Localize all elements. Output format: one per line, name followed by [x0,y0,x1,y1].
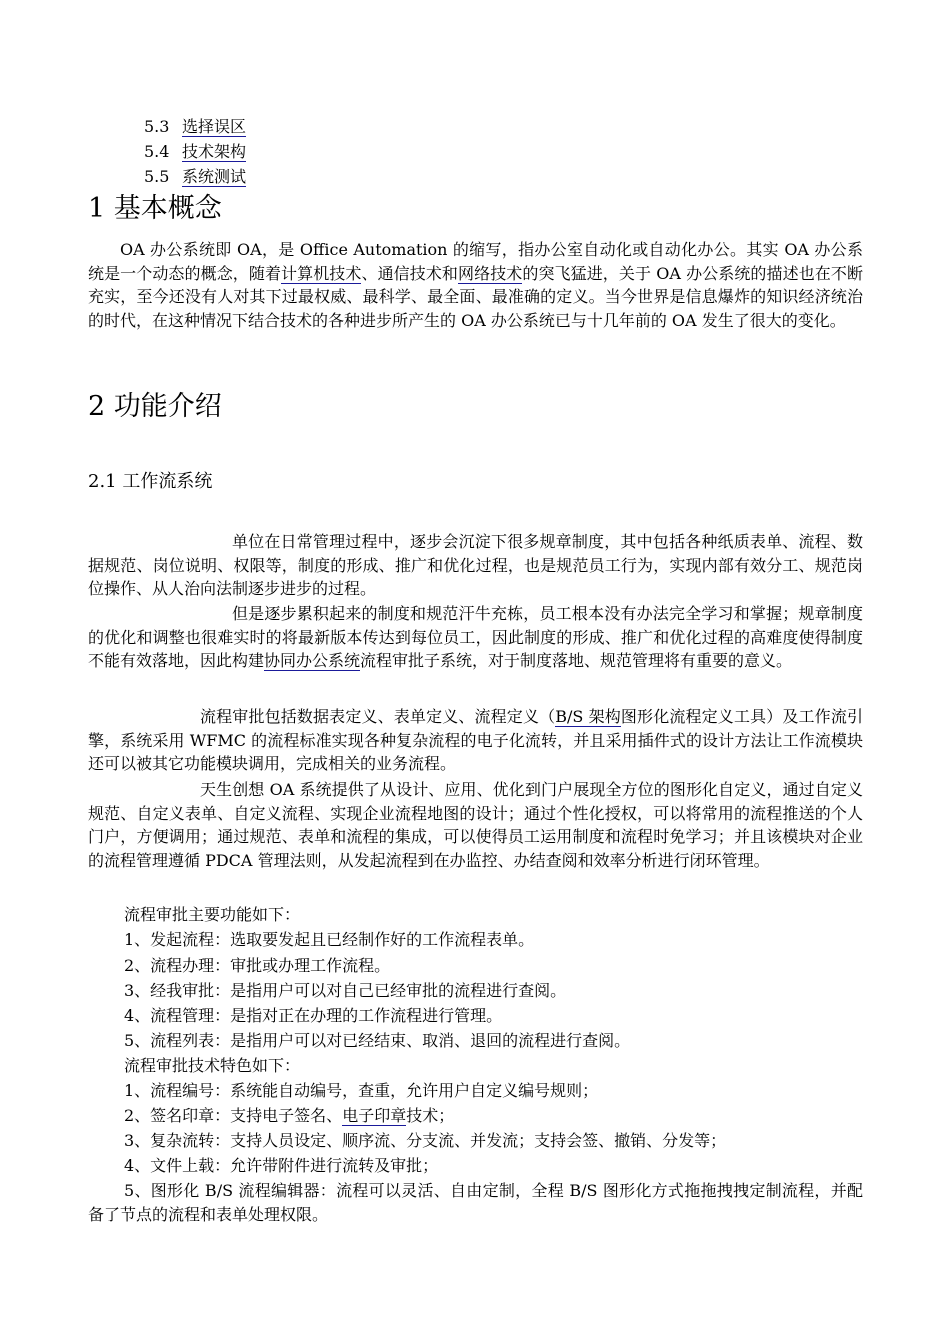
toc-link[interactable]: 选择误区 [182,117,247,136]
table-of-contents [144,114,246,189]
paragraph: 天生创想 OA 系统提供了从设计、应用、优化到门户展现全方位的图形化自定义，通过自定义规范、自定义表单、自定义流程、实现企业流程地图的设计；通过个性化授权，可以将常用的流程推送的个人门户，方便调用；通过规范、表单和流程的集成，可以使得员工运用制度和流程时免学习；并且该模块对企业的流程管理遵循 PDCA 管理法则，从发起流程到在办监控、办结查阅和效率分析进行闭环管理。 [88,780,863,870]
list-item: 1、发起流程：选取要发起且已经制作好的工作流程表单。 [124,930,535,949]
subsection-heading-workflow: 2.1 工作流系统 [88,471,213,492]
paragraph-text: 、通信技术和 [361,263,459,283]
paragraph [88,602,863,673]
toc-number: 5.3 [144,117,170,136]
list-item: 3、经我审批：是指用户可以对自己已经审批的流程进行查阅。 [124,981,567,1000]
list-item: 2、流程办理：审批或办理工作流程。 [124,956,391,975]
list-item: 5、流程列表：是指用户可以对已经结束、取消、退回的流程进行查阅。 [124,1031,631,1050]
toc-item[interactable] [144,139,246,164]
list-item-text: 2、签名印章：支持电子签名、 [124,1106,343,1125]
toc-item[interactable] [144,114,246,139]
paragraph-text: 图形化流程定义工具）及工作流引擎，系统采用 WFMC 的流程标准实现各种复杂流程的电子化流转，并且采用插件式的设计方法让工作流模块还可以被其它功能模块调用，完成相关的业务流程。 [88,707,863,774]
toc-number: 5.4 [144,142,170,161]
toc-number: 5.5 [144,167,170,186]
paragraph-text: 但是逐步累积起来的制度和规范汗牛充栋，员工根本没有办法完全学习和掌握；规章制度的优化和调整也很难实时的将最新版本传达到每位员工，因此制度的形成、推广和优化过程的高难度使得制度不能有效落地，因此构建 [88,604,863,671]
section-heading-basic-concept: 1 基本概念 [88,193,222,224]
link-computer-technology[interactable]: 计算机技术 [281,263,362,283]
link-bs-architecture[interactable]: B/S 架构 [555,707,621,726]
link-collaborative-office-system[interactable]: 协同办公系统 [264,651,361,671]
features-title: 流程审批主要功能如下： [124,905,301,924]
toc-link[interactable]: 系统测试 [182,167,247,186]
link-network-technology[interactable]: 网络技术 [458,263,523,283]
paragraph: 单位在日常管理过程中，逐步会沉淀下很多规章制度，其中包括各种纸质表单、流程、数据规范、岗位说明、权限等，制度的形成、推广和优化过程，也是规范员工行为，实现内部有效分工、规范岗位操作、从人治向法制逐步进步的过程。 [88,532,863,599]
paragraph-text: 流程审批包括数据表定义、表单定义、流程定义（ [200,707,556,726]
paragraph-text: 流程审批子系统，对于制度落地、规范管理将有重要的意义。 [360,651,793,671]
link-electronic-seal[interactable]: 电子印章 [342,1106,407,1125]
list-item: 3、复杂流转：支持人员设定、顺序流、分支流、并发流；支持会签、撤销、分发等； [124,1131,727,1150]
paragraph [88,705,863,776]
list-item: 5、图形化 B/S 流程编辑器：流程可以灵活、自由定制，全程 B/S 图形化方式拖拖拽拽定制流程，并配备了节点的流程和表单处理权限。 [88,1181,863,1224]
list-item: 1、流程编号：系统能自动编号，查重，允许用户自定义编号规则； [124,1081,599,1100]
paragraph-text: 的突飞猛进，关于 OA 办公系统的描述也在不断充实，至今还没有人对其下过最权威、最科学、最全面、最准确的定义。当今世界是信息爆炸的知识经济统治的时代，在这种情况下结合技术的各种进步所产生的 OA 办公系统已与十几年前的 OA 发生了很大的变化。 [88,263,863,330]
paragraph-text: OA 办公系统即 OA，是 Office Automation 的缩写，指办公室自动化或自动化办公。其实 OA 办公系统是一个动态的概念，随着 [88,240,863,283]
tech-title: 流程审批技术特色如下： [124,1056,301,1075]
list-item [124,1104,454,1128]
toc-link[interactable]: 技术架构 [182,142,247,161]
paragraph [88,238,863,332]
list-item: 4、流程管理：是指对正在办理的工作流程进行管理。 [124,1006,503,1025]
list-item-text: 技术； [406,1106,455,1125]
section-heading-features: 2 功能介绍 [88,391,222,422]
list-item: 4、文件上载：允许带附件进行流转及审批； [124,1156,439,1175]
